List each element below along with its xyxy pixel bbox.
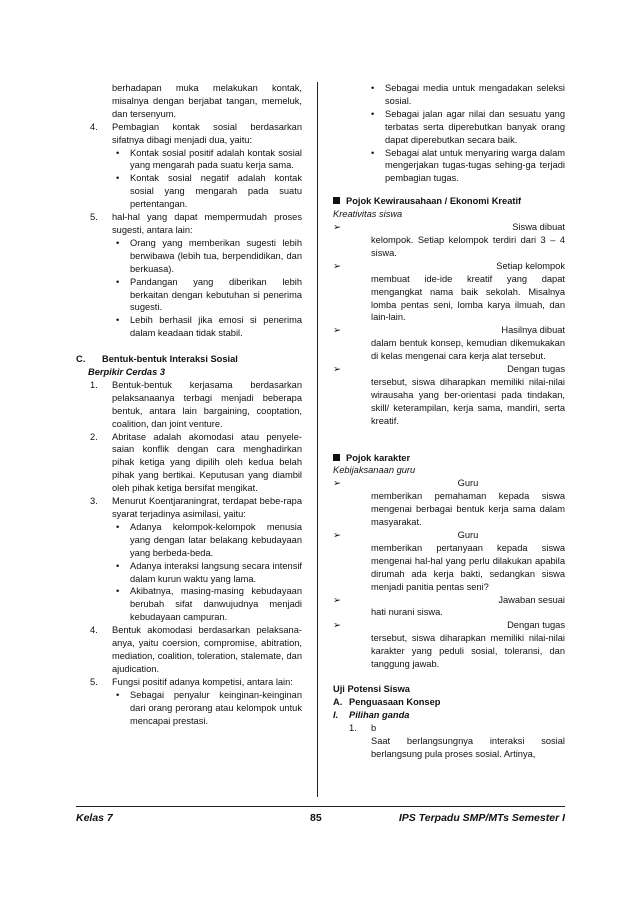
footer-rule — [76, 806, 565, 807]
footer-book-title: IPS Terpadu SMP/MTs Semester I — [398, 812, 565, 824]
arrow-item: ➢ Dengan tugas — [333, 620, 565, 631]
item-number: 4. — [90, 121, 98, 132]
arrow-item: ➢ Guru — [333, 478, 479, 489]
bullet-item: • Sebagai jalan agar nilai dan sesuatu yang terbatas serta diperebutkan banyak orang dapat diperebutkan secara baik. — [371, 108, 565, 145]
intro-text: berhadapan muka melakukan kontak, misalnya dengan berjabat tangan, memeluk, dan tersenyum. — [112, 83, 302, 119]
bullet-item: • Lebih berhasil jika emosi si penerima dalam keadaan tidak stabil. — [116, 315, 302, 339]
column-divider — [317, 82, 318, 797]
arrow-item-text: memberikan pemahaman kepada siswa mengenai berbagai bentuk kerja sama dalam masyarakat. — [371, 491, 565, 528]
left-column — [76, 82, 302, 727]
arrow-item-text: tersebut, siswa diharapkan memiliki nilai-nilai karakter yang peduli sosial, toleransi, dan tanggung jawab. — [371, 633, 565, 670]
arrow-item: ➢ Dengan tugas — [333, 364, 565, 375]
page-number: 85 — [310, 812, 322, 824]
pojok-kewirausahaan-heading: Pojok Kewirausahaan / Ekonomi Kreatif — [333, 195, 565, 208]
arrow-item-text: kelompok. Setiap kelompok terdiri dari 3 – 4 siswa. — [371, 234, 565, 258]
bullet-item: • Kontak sosial negatif adalah kontak sosial yang mengarah pada suatu pertentangan. — [116, 173, 302, 210]
arrow-icon: ➢ — [333, 364, 341, 375]
square-bullet-icon — [333, 197, 340, 204]
question-1: 1. b — [349, 722, 377, 733]
arrow-item-text: hati nurani siswa. — [371, 607, 443, 618]
arrow-item-text: tersebut, siswa diharapkan memiliki nilai-nilai wirausaha yang ber-orientasi pada tindakan, skill/ keterampilan, kerja sama, mandiri, serta kreatif. — [371, 376, 565, 426]
bullet-item: • Sebagai media untuk mengadakan seleksi sosial. — [371, 83, 565, 106]
c-item-2: 2. Abritase adalah akomodasi atau penyele-saian konflik dengan cara menghadirkan pihak ketiga yang dipilih oleh kedua belah pihak yang bertikai. Keputusan yang diambil oleh pihak ketiga bersifat mengikat. — [90, 431, 302, 494]
arrow-item: ➢ Jawaban sesuai — [333, 594, 565, 605]
right-column — [333, 82, 565, 760]
bullet-item: • Sebagai alat untuk menyaring warga dalam mengerjakan tugas-tugas sehing-ga terjadi pembagian tugas. — [371, 147, 565, 184]
uji-potensi-heading: Uji Potensi Siswa — [333, 683, 410, 694]
arrow-item: ➢ Siswa dibuat — [333, 222, 565, 233]
pilihan-ganda-heading: I. Pilihan ganda — [333, 709, 410, 720]
item-text: hal-hal yang dapat mempermudah proses sugesti, antara lain: — [112, 212, 302, 235]
bullet-item: • Sebagai penyalur keinginan-keinginan dari orang perorang atau kelompok untuk mencapai prestasi. — [116, 689, 302, 726]
arrow-icon: ➢ — [333, 478, 341, 489]
arrow-icon: ➢ — [333, 620, 341, 631]
arrow-icon: ➢ — [333, 594, 341, 605]
arrow-icon: ➢ — [333, 260, 341, 271]
bullet-item: • Pandangan yang diberikan lebih berkaitan dengan kebutuhan si penerima sugesti. — [116, 276, 302, 313]
bullet-item: • Kontak sosial positif adalah kontak sosial yang mengarah pada suatu kerja sama. — [116, 147, 302, 171]
pojok-subtitle: Kreativitas siswa — [333, 209, 403, 220]
bullet-item: • Akibatnya, masing-masing kebudayaan berubah sifat danwujudnya menjadi kebudayaan campuran. — [116, 586, 302, 623]
pojok-subtitle: Kebijaksanaan guru — [333, 465, 416, 476]
item-text: Pembagian kontak sosial berdasarkan sifatnya dibagi menjadi dua, yaitu: — [112, 121, 302, 145]
arrow-item-text: dalam bentuk konsep, kemudian dikemukakan di kelas mengenai cara kerja alat tersebut. — [371, 338, 565, 362]
arrow-icon: ➢ — [333, 530, 341, 540]
section-c-heading: C. Bentuk-bentuk Interaksi Sosial — [76, 354, 238, 365]
arrow-item-text: memberikan pertanyaan kepada siswa mengenai hal-hal yang perlu dilakukan apabila dirumah ada kerja bakti, sedangkan siswa menjadi panitia pentas seni? — [371, 542, 565, 592]
c-item-3: 3. Menurut Koentjaraningrat, terdapat bebe-rapa syarat terjadinya asimilasi, yaitu: — [90, 496, 302, 519]
c-item-1: 1. Bentuk-bentuk kerjasama berdasarkan pelaksanaanya terbagi menjadi beberapa bentuk, antara lain bargaining, cooptation, coalition, dan joint venture. — [90, 379, 302, 429]
arrow-item: ➢ Setiap kelompok — [333, 260, 565, 271]
c-item-5: 5. Fungsi positif adanya kompetisi, antara lain: — [90, 676, 293, 687]
arrow-icon: ➢ — [333, 222, 341, 233]
berpikir-cerdas-label: Berpikir Cerdas 3 — [88, 367, 165, 378]
arrow-icon: ➢ — [333, 325, 341, 336]
bullet-item: • Adanya interaksi langsung secara intensif dalam kurun waktu yang lama. — [116, 560, 302, 584]
bullet-item: • Adanya kelompok-kelompok menusia yang dengan latar belakang kebudayaan yang berbeda-beda. — [116, 521, 302, 558]
arrow-item: ➢ Hasilnya dibuat — [333, 325, 565, 336]
bullet-item: • Orang yang memberikan sugesti lebih berwibawa (lebih tua, berpendidikan, dan berkuasa). — [116, 237, 302, 274]
penguasaan-konsep-heading: A. Penguasaan Konsep — [333, 696, 441, 707]
c-item-4: 4. Bentuk akomodasi berdasarkan pelaksana-anya, yaitu coersion, compromise, abitration, mediation, coalition, toleration, stalemate, dan ajudication. — [90, 625, 302, 674]
arrow-item-text: membuat ide-ide kreatif yang dapat mengangkat nama baik sekolah. Misalnya lomba pentas seni, lomba karya ilmuah, dan lain-lain. — [371, 273, 565, 323]
footer-class: Kelas 7 — [76, 812, 113, 824]
page-footer — [76, 812, 565, 826]
item-number: 5. — [90, 212, 98, 223]
list-item-4 — [76, 121, 302, 147]
square-bullet-icon — [333, 454, 340, 461]
question-1-text: Saat berlangsungnya interaksi sosial berlangsung pula proses sosial. Artinya, — [371, 735, 565, 759]
list-item-5 — [76, 211, 302, 237]
arrow-item: ➢ Guru — [333, 530, 479, 540]
pojok-karakter-heading: Pojok karakter — [333, 452, 565, 465]
